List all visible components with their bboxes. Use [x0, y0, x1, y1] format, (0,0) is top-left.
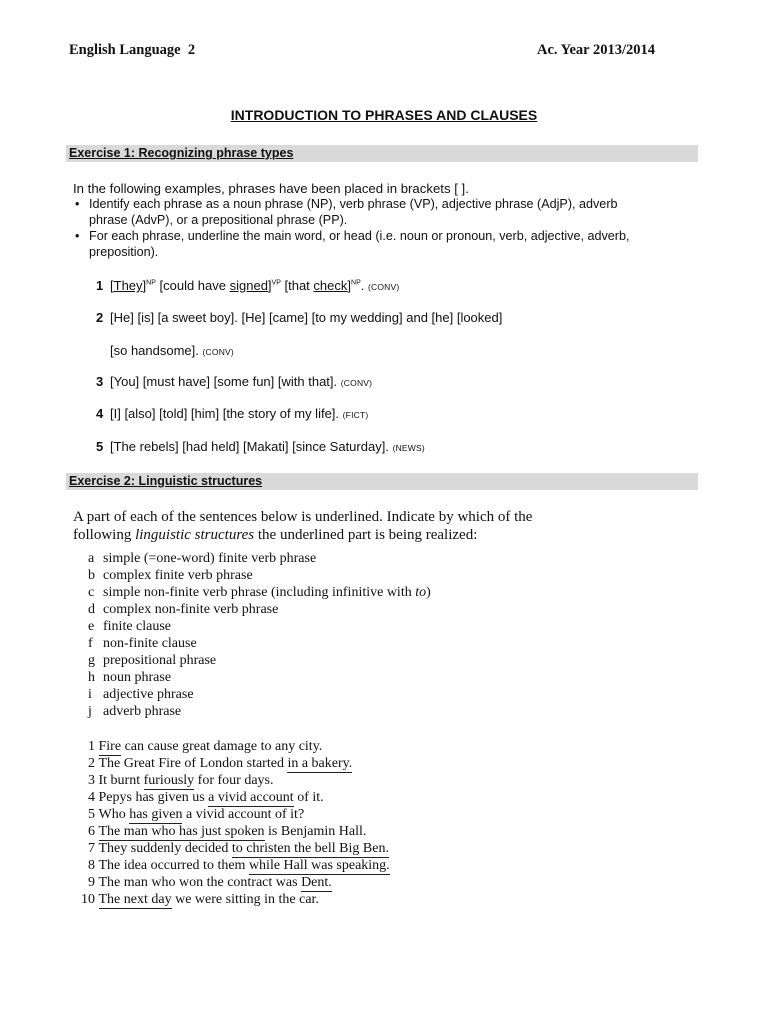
- item-number: 1: [96, 278, 104, 293]
- list-item: c simple non-finite verb phrase (including infinitive with to): [88, 585, 431, 600]
- underlined-part: The man who has just spoken: [98, 824, 265, 839]
- list-item: h noun phrase: [88, 670, 172, 685]
- exercise-2-intro: A part of each of the sentences below is underlined. Indicate by which of the following linguistic structures the underlined part is being realized:: [73, 509, 533, 543]
- sentence-number: 6: [88, 824, 95, 839]
- item-number: 2: [96, 310, 104, 325]
- source-tag: (CONV): [340, 378, 373, 388]
- sentences-list: [74, 738, 390, 908]
- item-text: [The rebels] [had held] [Makati] [since Saturday].: [110, 439, 389, 454]
- underlined-part: furiously: [143, 773, 195, 788]
- exercise-2-heading: [66, 473, 698, 490]
- list-item: g prepositional phrase: [88, 653, 217, 668]
- source-tag: (CONV): [202, 347, 234, 357]
- structure-options-list: [88, 550, 431, 720]
- instruction-bullet: • For each phrase, underline the main word, or head (i.e. noun or pronoun, verb, adjective, adverb, preposition).: [73, 228, 633, 260]
- underlined-part: to christen the bell Big Ben.: [231, 841, 389, 856]
- phrase-head: They: [113, 278, 143, 293]
- instruction-bullet: • Identify each phrase as a noun phrase (NP), verb phrase (VP), adjective phrase (AdjP), adverb phrase (AdvP), or a prepositional phrase (PP).: [73, 196, 633, 228]
- underlined-part: a vivid account: [208, 790, 294, 805]
- item-number: 4: [96, 406, 104, 421]
- exercise-1-heading: [66, 145, 698, 162]
- source-tag: (CONV): [368, 282, 400, 292]
- phrase-head: signed: [229, 278, 268, 293]
- exercise-1-heading-text: Exercise 1: Recognizing phrase types: [69, 146, 294, 160]
- list-item: j adverb phrase: [88, 704, 182, 719]
- underlined-part: has given: [129, 807, 183, 822]
- phrase-head: check: [313, 278, 348, 293]
- list-item: e finite clause: [88, 619, 172, 634]
- item-text: [He] [is] [a sweet boy]. [He] [came] [to my wedding] and [he] [looked]: [110, 310, 503, 325]
- exercise-1-item: [96, 310, 502, 325]
- exercise-1-item: 1 [They]$^{NP}$ [could have signed]$^{VP}$ [that check]$^{NP}$. (CONV): [96, 278, 400, 293]
- exercise-2-heading-text: Exercise 2: Linguistic structures: [69, 474, 263, 488]
- sentence-number: 5: [88, 807, 95, 822]
- sentence-number: 2: [88, 756, 95, 771]
- underlined-part: in a bakery.: [287, 756, 353, 771]
- sentence-number: 8: [88, 858, 95, 873]
- underlined-part: Dent.: [301, 875, 332, 890]
- underlined-part: Fire: [98, 739, 122, 754]
- item-number: 5: [96, 439, 104, 454]
- item-text: [You] [must have] [some fun] [with that].: [110, 374, 338, 389]
- sentence-row: 7 They suddenly decided to christen the bell Big Ben.: [74, 840, 390, 857]
- phrase-label: NP: [351, 279, 361, 287]
- sentence-row: 6 The man who has just spoken is Benjamin Hall.: [74, 823, 390, 840]
- exercise-1-instructions: [73, 196, 633, 260]
- sentence-row: 4 Pepys has given us a vivid account of it.: [74, 789, 390, 806]
- sentence-row: 1 Fire can cause great damage to any city.: [74, 738, 390, 755]
- course-name: English Language 2: [69, 42, 196, 58]
- source-tag: (NEWS): [392, 443, 425, 453]
- item-number: 3: [96, 374, 104, 389]
- sentence-row: 2 The Great Fire of London started in a bakery.: [74, 755, 390, 772]
- academic-year: Ac. Year 2013/2014: [537, 42, 655, 58]
- underlined-part: The next day: [98, 892, 172, 907]
- sentence-number: 9: [88, 875, 95, 890]
- sentence-number: 10: [81, 892, 95, 907]
- sentence-row: 8 The idea occurred to them while Hall was speaking.: [74, 857, 390, 874]
- page-title: INTRODUCTION TO PHRASES AND CLAUSES: [230, 107, 538, 123]
- sentence-number: 3: [88, 773, 95, 788]
- sentence-row: 5 Who has given a vivid account of it?: [74, 806, 390, 823]
- phrase-label: NP: [146, 279, 156, 287]
- list-item: i adjective phrase: [88, 687, 194, 702]
- sentence-row: 3 It burnt furiously for four days.: [74, 772, 390, 789]
- source-tag: (FICT): [342, 410, 369, 420]
- exercise-1-item: [96, 374, 372, 389]
- phrase-label: VP: [271, 279, 281, 287]
- sentence-row: 9 The man who won the contract was Dent.: [74, 874, 390, 891]
- sentence-number: 1: [88, 739, 95, 754]
- sentence-row: 10 The next day we were sitting in the car.: [74, 891, 390, 908]
- item-text: [I] [also] [told] [him] [the story of my life].: [110, 406, 340, 421]
- sentence-number: 7: [88, 841, 95, 856]
- list-item: a simple (=one-word) finite verb phrase: [88, 551, 317, 566]
- exercise-1-item-continuation: [110, 343, 234, 358]
- list-item: f non-finite clause: [88, 636, 197, 651]
- underlined-part: while Hall was speaking.: [248, 858, 390, 873]
- list-item: d complex non-finite verb phrase: [88, 602, 279, 617]
- list-item: b complex finite verb phrase: [88, 568, 253, 583]
- exercise-1-item: [96, 406, 368, 421]
- item-text: [so handsome].: [110, 343, 199, 358]
- sentence-number: 4: [88, 790, 95, 805]
- exercise-1-item: [96, 439, 425, 454]
- exercise-1-intro: In the following examples, phrases have been placed in brackets [ ].: [73, 181, 469, 196]
